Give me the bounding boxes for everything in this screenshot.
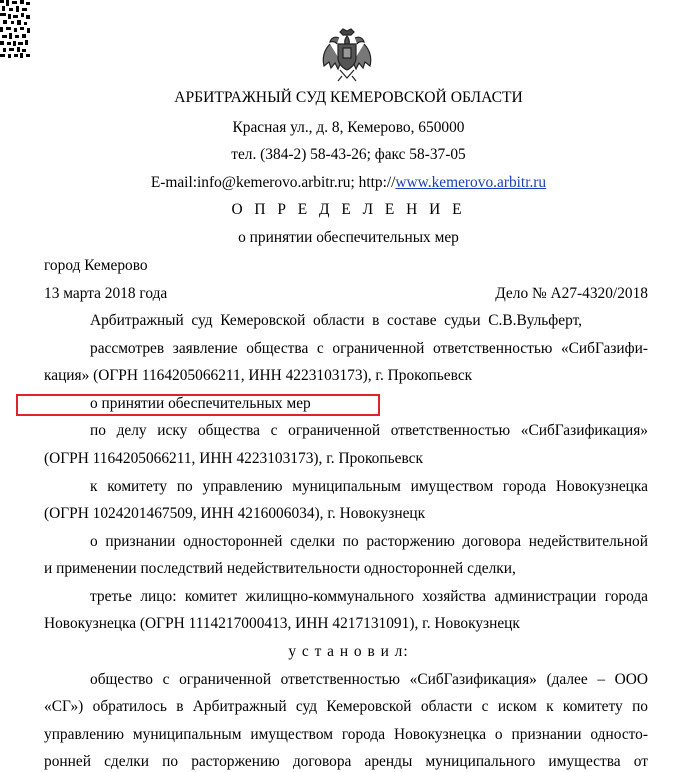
body-line: по делу иску общества с ограниченной ответственностью «СибГазификация»	[90, 422, 648, 439]
established-heading: у с т а н о в и л:	[288, 643, 409, 660]
document-type: О П Р Е Д Е Л Е Н И Е	[231, 201, 466, 218]
body-line: управлению муниципальным имуществом города Новокузнецка о признании односто-	[44, 726, 648, 743]
city: город Кемерово	[44, 257, 148, 274]
body-line: Новокузнецка (ОГРН 1114217000413, ИНН 4217131091), г. Новокузнецк	[44, 615, 520, 632]
body-line: рассмотрев заявление общества с ограниченной ответственностью «СибГазифи-	[90, 340, 648, 357]
body-line: «СГ») обратилось в Арбитражный суд Кемеровской области с иском к комитету по	[44, 698, 648, 715]
qr-code	[0, 0, 30, 58]
body-line: кация» (ОГРН 1164205066211, ИНН 4223103173), г. Прокопьевск	[44, 367, 473, 384]
body-line: о признании односторонней сделки по расторжению договора недействительной	[90, 533, 648, 550]
document-date: 13 марта 2018 года	[44, 285, 168, 302]
court-contacts	[0, 173, 697, 193]
court-address: Красная ул., д. 8, Кемерово, 650000	[232, 119, 465, 136]
email-text: E-mail:info@kemerovo.arbitr.ru; http://	[150, 174, 396, 191]
court-name: АРБИТРАЖНЫЙ СУД КЕМЕРОВСКОЙ ОБЛАСТИ	[174, 89, 523, 106]
body-line: третье лицо: комитет жилищно-коммунального хозяйства администрации города	[90, 588, 648, 605]
body-line: к комитету по управлению муниципальным имуществом города Новокузнецка	[90, 478, 648, 495]
website-link[interactable]: www.kemerovo.arbitr.ru	[395, 174, 547, 191]
body-line-highlighted: о принятии обеспечительных мер	[90, 395, 311, 412]
body-line: (ОГРН 1164205066211, ИНН 4223103173), г. Прокопьевск	[44, 450, 423, 467]
body-line: ронней сделки по расторжению договора аренды муниципального имущества от	[44, 753, 648, 770]
body-line: (ОГРН 1024201467509, ИНН 4216006034), г. Новокузнецк	[44, 505, 426, 522]
body-line: Арбитражный суд Кемеровской области в составе судьи С.В.Вульферт,	[90, 312, 582, 329]
body-line: общество с ограниченной ответственностью «СибГазификация» (далее – ООО	[90, 671, 648, 688]
body-line: и применении последствий недействительности односторонней сделки,	[44, 560, 516, 577]
case-number: Дело № А27-4320/2018	[495, 285, 648, 302]
court-phone: тел. (384-2) 58-43-26; факс 58-37-05	[231, 146, 466, 163]
document-subject: о принятии обеспечительных мер	[238, 229, 459, 246]
coat-of-arms-emblem	[318, 26, 376, 84]
